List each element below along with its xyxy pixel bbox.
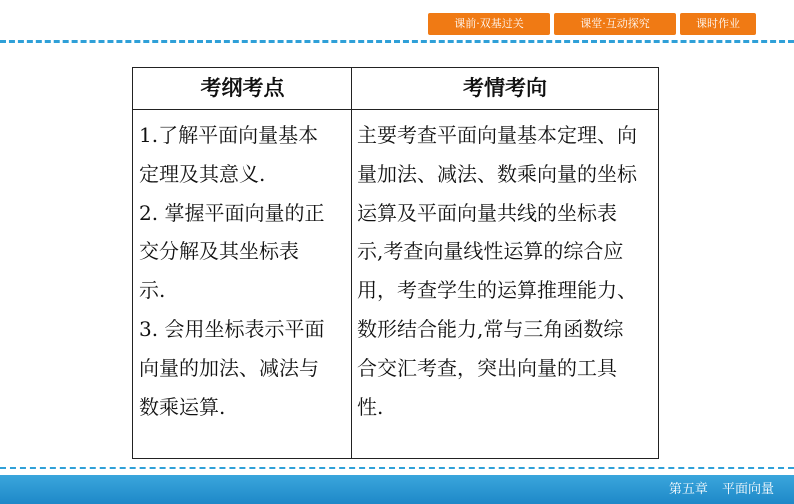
syllabus-table <box>132 67 659 459</box>
exam-points-cell: 1.了解平面向量基本 定理及其意义. 2. 掌握平面向量的正 交分解及其坐标表 示. 3. 会用坐标表示平面 向量的加法、减法与 数乘运算. <box>139 123 325 419</box>
exam-trends-cell: 主要考查平面向量基本定理、向 量加法、减法、数乘向量的坐标 运算及平面向量共线的坐标表 示,考查向量线性运算的综合应 用，考查学生的运算推理能力、 数形结合能力,常与三角函数综 合交汇考查，突出向量的工具 性. <box>357 123 637 419</box>
header-exam-points: 考纲考点 <box>200 76 285 100</box>
nav-tab-in-class[interactable]: 课堂·互动探究 <box>554 13 676 35</box>
header-exam-trends: 考情考向 <box>463 76 547 100</box>
nav-tab-pre-class[interactable]: 课前·双基过关 <box>428 13 550 35</box>
table-column-divider <box>351 68 352 458</box>
nav-tab-homework[interactable]: 课时作业 <box>680 13 756 35</box>
chapter-title: 第五章 平面向量 <box>668 482 774 497</box>
table-header-row <box>133 68 658 110</box>
top-dashed-divider <box>0 40 794 43</box>
bottom-dashed-divider <box>0 467 794 469</box>
